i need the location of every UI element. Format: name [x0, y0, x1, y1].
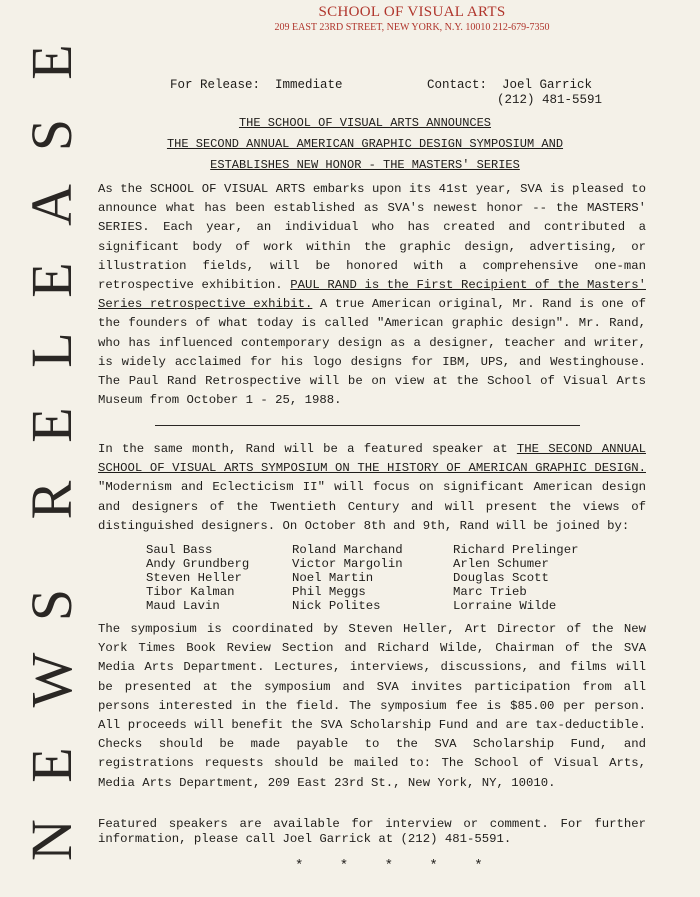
headline-line: THE SECOND ANNUAL AMERICAN GRAPHIC DESIGN SYMPOSIUM AND — [166, 137, 564, 151]
para1-intro: As the SCHOOL OF VISUAL ARTS embarks upon its 41st year, SVA is pleased to announce what has been established as SVA's newest honor -- the MASTERS' SERIES. Each year, an individual who has created and contributed a significant body of work within the graphic design, advertising, or illustration fields, will be honored with a comprehensive one-man retrospective exhibition. — [98, 182, 646, 293]
speaker-name: Marc Trieb — [453, 585, 527, 599]
end-mark: * * * * * — [295, 858, 497, 874]
school-name: SCHOOL OF VISUAL ARTS — [318, 4, 506, 20]
contact-name: Joel Garrick — [502, 78, 593, 92]
title-letter: E — [19, 747, 84, 783]
para1-rest: A true American original, Mr. Rand is one of the founders of what today is called "American graphic design". Mr. Rand, who has influenced contemporary design as a designer, teacher and writer, is widely acclaimed for his logo designs for IBM, UPS, and Westinghouse. The Paul Rand Retrospective will be on view at the School of Visual Arts Museum from October 1 - 25, 1988. — [98, 297, 646, 408]
speaker-name: Maud Lavin — [146, 599, 220, 613]
speaker-name: Douglas Scott — [453, 571, 549, 585]
paragraph-masters-series — [98, 180, 646, 410]
para1-highlight: PAUL RAND is the First Recipient of the Masters' Series retrospective exhibit. — [98, 278, 646, 312]
speaker-column — [146, 543, 249, 613]
speaker-name: Lorraine Wilde — [453, 599, 557, 613]
para3-text: The symposium is coordinated by Steven Heller, Art Director of the New York Times Book Review Section and Richard Wilde, Chairman of the SVA Media Arts Department. Lectures, interviews, discussions, and films will be presented at the symposium and SVA invites participation from all persons interested in the field. The symposium fee is $85.00 per person. All proceeds will benefit the SVA Scholarship Fund and are tax-deductible. Checks should be made payable to the SVA Scholarship Fund, and registrations requests should be mailed to: The School of Visual Arts, Media Arts Department, 209 East 23rd St., New York, NY, 10010. — [98, 622, 646, 790]
paragraph-symposium — [98, 440, 646, 536]
speaker-name: Andy Grundberg — [146, 557, 250, 571]
speaker-name: Richard Prelinger — [453, 543, 579, 557]
headline-line: ESTABLISHES NEW HONOR - THE MASTERS' SERIES — [210, 158, 520, 172]
release-label: For Release: — [170, 78, 261, 92]
title-letter: L — [19, 332, 84, 368]
headline-line: THE SCHOOL OF VISUAL ARTS ANNOUNCES — [238, 116, 492, 130]
contact-phone: (212) 481-5591 — [497, 93, 603, 107]
title-letter: N — [19, 819, 84, 861]
contact-block — [427, 78, 602, 108]
title-letter: W — [19, 652, 84, 708]
title-letter: E — [19, 44, 84, 80]
speaker-name: Roland Marchand — [292, 543, 403, 557]
speaker-name: Noel Martin — [292, 571, 374, 585]
para2-lead: In the same month, Rand will be a featured speaker at — [98, 442, 508, 456]
news-release-vertical-title — [19, 30, 84, 875]
headline — [150, 113, 580, 176]
school-address: 209 EAST 23RD STREET, NEW YORK, N.Y. 10010 212-679-7350 — [274, 22, 550, 33]
speaker-name: Nick Polites — [292, 599, 381, 613]
release-value: Immediate — [275, 78, 343, 92]
contact-label: Contact: — [427, 78, 488, 92]
title-letter: E — [19, 407, 84, 443]
paragraph-interviews — [98, 817, 646, 847]
para4-text: Featured speakers are available for interview or comment. For further information, please call Joel Garrick at (212) 481-5591. — [98, 817, 646, 846]
speaker-column — [453, 543, 578, 613]
title-letter: A — [19, 184, 84, 226]
speaker-name: Arlen Schumer — [453, 557, 549, 571]
speaker-column — [292, 543, 403, 613]
title-letter: E — [19, 262, 84, 298]
divider — [155, 425, 580, 426]
speaker-name: Saul Bass — [146, 543, 213, 557]
title-letter: S — [19, 118, 84, 152]
paragraph-coordination — [98, 620, 646, 793]
speaker-name: Tibor Kalman — [146, 585, 235, 599]
title-letter: R — [19, 480, 84, 520]
release-line — [170, 78, 343, 92]
letterhead — [262, 4, 562, 33]
speaker-name: Victor Margolin — [292, 557, 403, 571]
speaker-name: Phil Meggs — [292, 585, 366, 599]
para2-event: THE SECOND ANNUAL SCHOOL OF VISUAL ARTS SYMPOSIUM ON THE HISTORY OF AMERICAN GRAPHIC DESIGN. — [98, 442, 646, 476]
speaker-name: Steven Heller — [146, 571, 242, 585]
title-letter: S — [19, 588, 84, 622]
para2-rest: "Modernism and Eclecticism II" will focus on significant American design and designers of the Twentieth Century and will present the views of distinguished designers. On October 8th and 9th, Rand will be joined by: — [98, 480, 646, 533]
